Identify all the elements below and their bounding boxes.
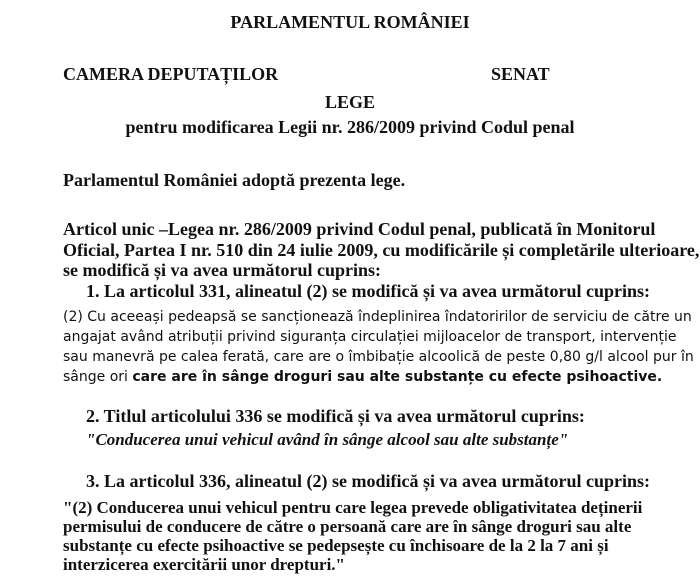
adoption-statement: Parlamentul României adoptă prezenta lege.	[63, 170, 406, 190]
point-text-line: (2) Cu aceeași pedeapsă se sancționează îndeplinirea îndatoririlor de serviciu de către un	[63, 309, 692, 325]
point-text-bold: care are în sânge droguri sau alte substanțe cu efecte psihoactive.	[132, 369, 663, 385]
point-text-line: permisului de conducere de către o persoană care are în sânge droguri sau alte	[63, 517, 632, 536]
law-title: pentru modificarea Legii nr. 286/2009 privind Codul penal	[125, 117, 575, 137]
article-line: se modifică și va avea următorul cuprins:	[63, 260, 381, 280]
point-quote: "Conducerea unui vehicul având în sânge alcool sau alte substanțe"	[86, 430, 569, 449]
point-text-line: angajat având atribuții privind siguranța circulației mijloacelor de transport, intervenție	[63, 329, 677, 345]
article-line: Oficial, Partea I nr. 510 din 24 iulie 2009, cu modificările și completările ulterioare,	[63, 240, 700, 260]
chamber-deputies-label: CAMERA DEPUTAȚILOR	[63, 64, 279, 84]
point-text-line: substanțe cu efecte psihoactive se pedepsește cu închisoare de la 2 la 7 ani și	[63, 536, 609, 555]
point-text-line: interzicerea exercitării unor drepturi."	[63, 555, 345, 574]
point-heading: 1. La articolul 331, alineatul (2) se modifică și va avea următorul cuprins:	[86, 281, 650, 301]
point-text-line: sau manevră pe calea ferată, care are o îmbibație alcoolică de peste 0,80 g/l alcool pur în	[63, 349, 694, 365]
point-text-last-line	[63, 369, 662, 385]
law-type-heading: LEGE	[324, 92, 376, 112]
point-heading: 2. Titlul articolului 336 se modifică și va avea următorul cuprins:	[86, 406, 585, 426]
article-line: Articol unic –Legea nr. 286/2009 privind Codul penal, publicată în Monitorul	[63, 219, 656, 239]
senate-label: SENAT	[491, 64, 550, 84]
point-text-normal: sânge ori	[63, 369, 133, 385]
point-heading: 3. La articolul 336, alineatul (2) se modifică și va avea următorul cuprins:	[86, 471, 650, 491]
parliament-heading: PARLAMENTUL ROMÂNIEI	[230, 12, 470, 32]
point-text-line: "(2) Conducerea unui vehicul pentru care legea prevede obligativitatea deținerii	[63, 498, 643, 517]
